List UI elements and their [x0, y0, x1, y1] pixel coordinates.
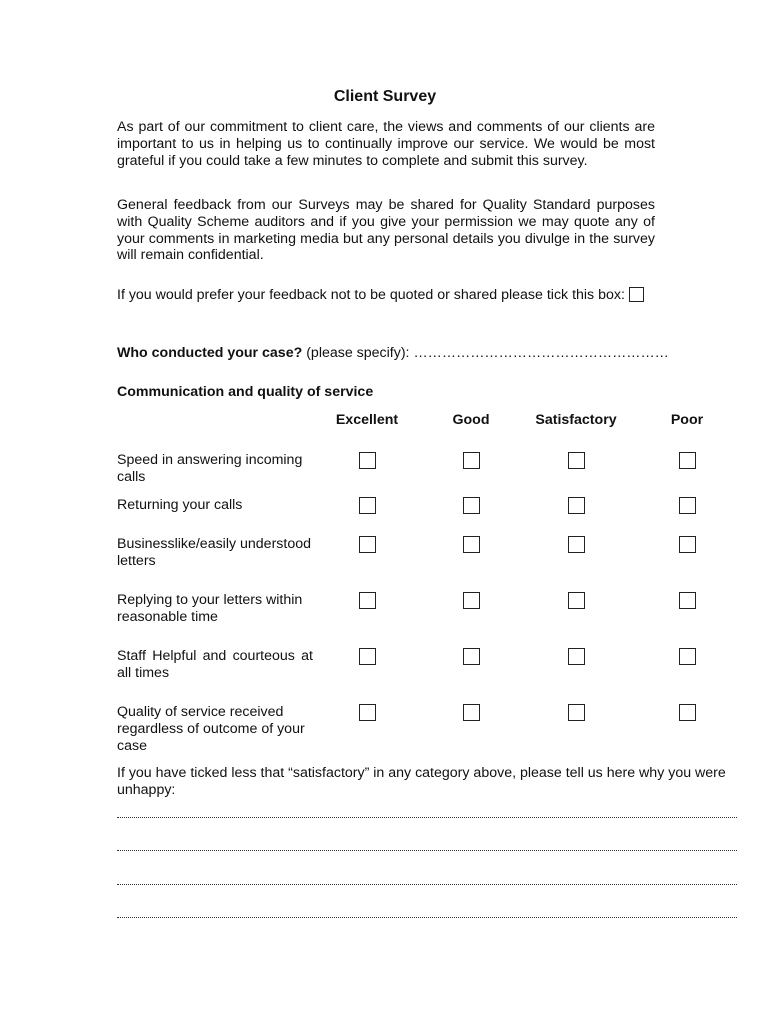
- unhappy-prompt: If you have ticked less that “satisfactory” in any category above, please tell us here why you were unhappy:: [117, 765, 726, 798]
- rating-checkbox-returning-calls-good[interactable]: [463, 497, 480, 514]
- intro-paragraph-1: As part of our commitment to client care, the views and comments of our clients are important to us in helping us to continually improve our service. We would be most grateful if you could take a few minutes to complete and submit this survey.: [117, 119, 655, 169]
- rating-checkbox-staff-satisfactory[interactable]: [568, 648, 585, 665]
- answer-line[interactable]: [117, 850, 737, 851]
- rating-checkbox-quality-poor[interactable]: [679, 704, 696, 721]
- row-label-returning-calls: Returning your calls: [117, 497, 243, 513]
- answer-line[interactable]: [117, 884, 737, 885]
- rating-checkbox-staff-poor[interactable]: [679, 648, 696, 665]
- row-label-replying: Replying to your letters within reasonable time: [117, 592, 303, 625]
- rating-checkbox-returning-calls-poor[interactable]: [679, 497, 696, 514]
- rating-checkbox-quality-excellent[interactable]: [359, 704, 376, 721]
- rating-checkbox-letters-excellent[interactable]: [359, 536, 376, 553]
- rating-checkbox-quality-good[interactable]: [463, 704, 480, 721]
- rating-checkbox-letters-poor[interactable]: [679, 536, 696, 553]
- rating-checkbox-staff-good[interactable]: [463, 648, 480, 665]
- column-good: Good: [452, 412, 490, 428]
- case-handler-label: Who conducted your case?: [117, 345, 303, 361]
- intro-paragraph-2: General feedback from our Surveys may be shared for Quality Standard purposes with Quality Scheme auditors and if you give your permission we may quote any of your comments in marketing media but any personal details you divulge in the survey will remain confidential.: [117, 197, 655, 264]
- rating-checkbox-replying-satisfactory[interactable]: [568, 592, 585, 609]
- no-quote-consent-text: If you would prefer your feedback not to be quoted or shared please tick this box:: [117, 287, 625, 303]
- no-quote-checkbox[interactable]: [629, 287, 644, 302]
- case-handler-answer-line[interactable]: ………………………………………………: [413, 345, 669, 361]
- page-title: Client Survey: [333, 88, 437, 105]
- row-label-speed: Speed in answering incoming calls: [117, 452, 303, 485]
- case-handler-question: [117, 345, 669, 361]
- rating-checkbox-returning-calls-excellent[interactable]: [359, 497, 376, 514]
- rating-checkbox-quality-satisfactory[interactable]: [568, 704, 585, 721]
- answer-line[interactable]: [117, 817, 737, 818]
- rating-checkbox-speed-good[interactable]: [463, 452, 480, 469]
- rating-checkbox-letters-good[interactable]: [463, 536, 480, 553]
- row-label-letters: Businesslike/easily understood letters: [117, 536, 312, 569]
- rating-checkbox-speed-satisfactory[interactable]: [568, 452, 585, 469]
- column-excellent: Excellent: [335, 412, 399, 428]
- rating-checkbox-returning-calls-satisfactory[interactable]: [568, 497, 585, 514]
- row-label-staff: Staff Helpful and courteous at all times: [117, 648, 313, 681]
- rating-checkbox-staff-excellent[interactable]: [359, 648, 376, 665]
- column-poor: Poor: [670, 412, 704, 428]
- no-quote-consent: [117, 287, 655, 304]
- rating-checkbox-replying-good[interactable]: [463, 592, 480, 609]
- rating-checkbox-speed-excellent[interactable]: [359, 452, 376, 469]
- case-handler-hint: (please specify):: [306, 345, 410, 361]
- rating-checkbox-letters-satisfactory[interactable]: [568, 536, 585, 553]
- rating-checkbox-replying-excellent[interactable]: [359, 592, 376, 609]
- row-label-quality: Quality of service received regardless of outcome of your case: [117, 704, 305, 754]
- rating-checkbox-speed-poor[interactable]: [679, 452, 696, 469]
- rating-checkbox-replying-poor[interactable]: [679, 592, 696, 609]
- column-satisfactory: Satisfactory: [535, 412, 617, 428]
- section-heading: Communication and quality of service: [117, 384, 374, 400]
- answer-line[interactable]: [117, 917, 737, 918]
